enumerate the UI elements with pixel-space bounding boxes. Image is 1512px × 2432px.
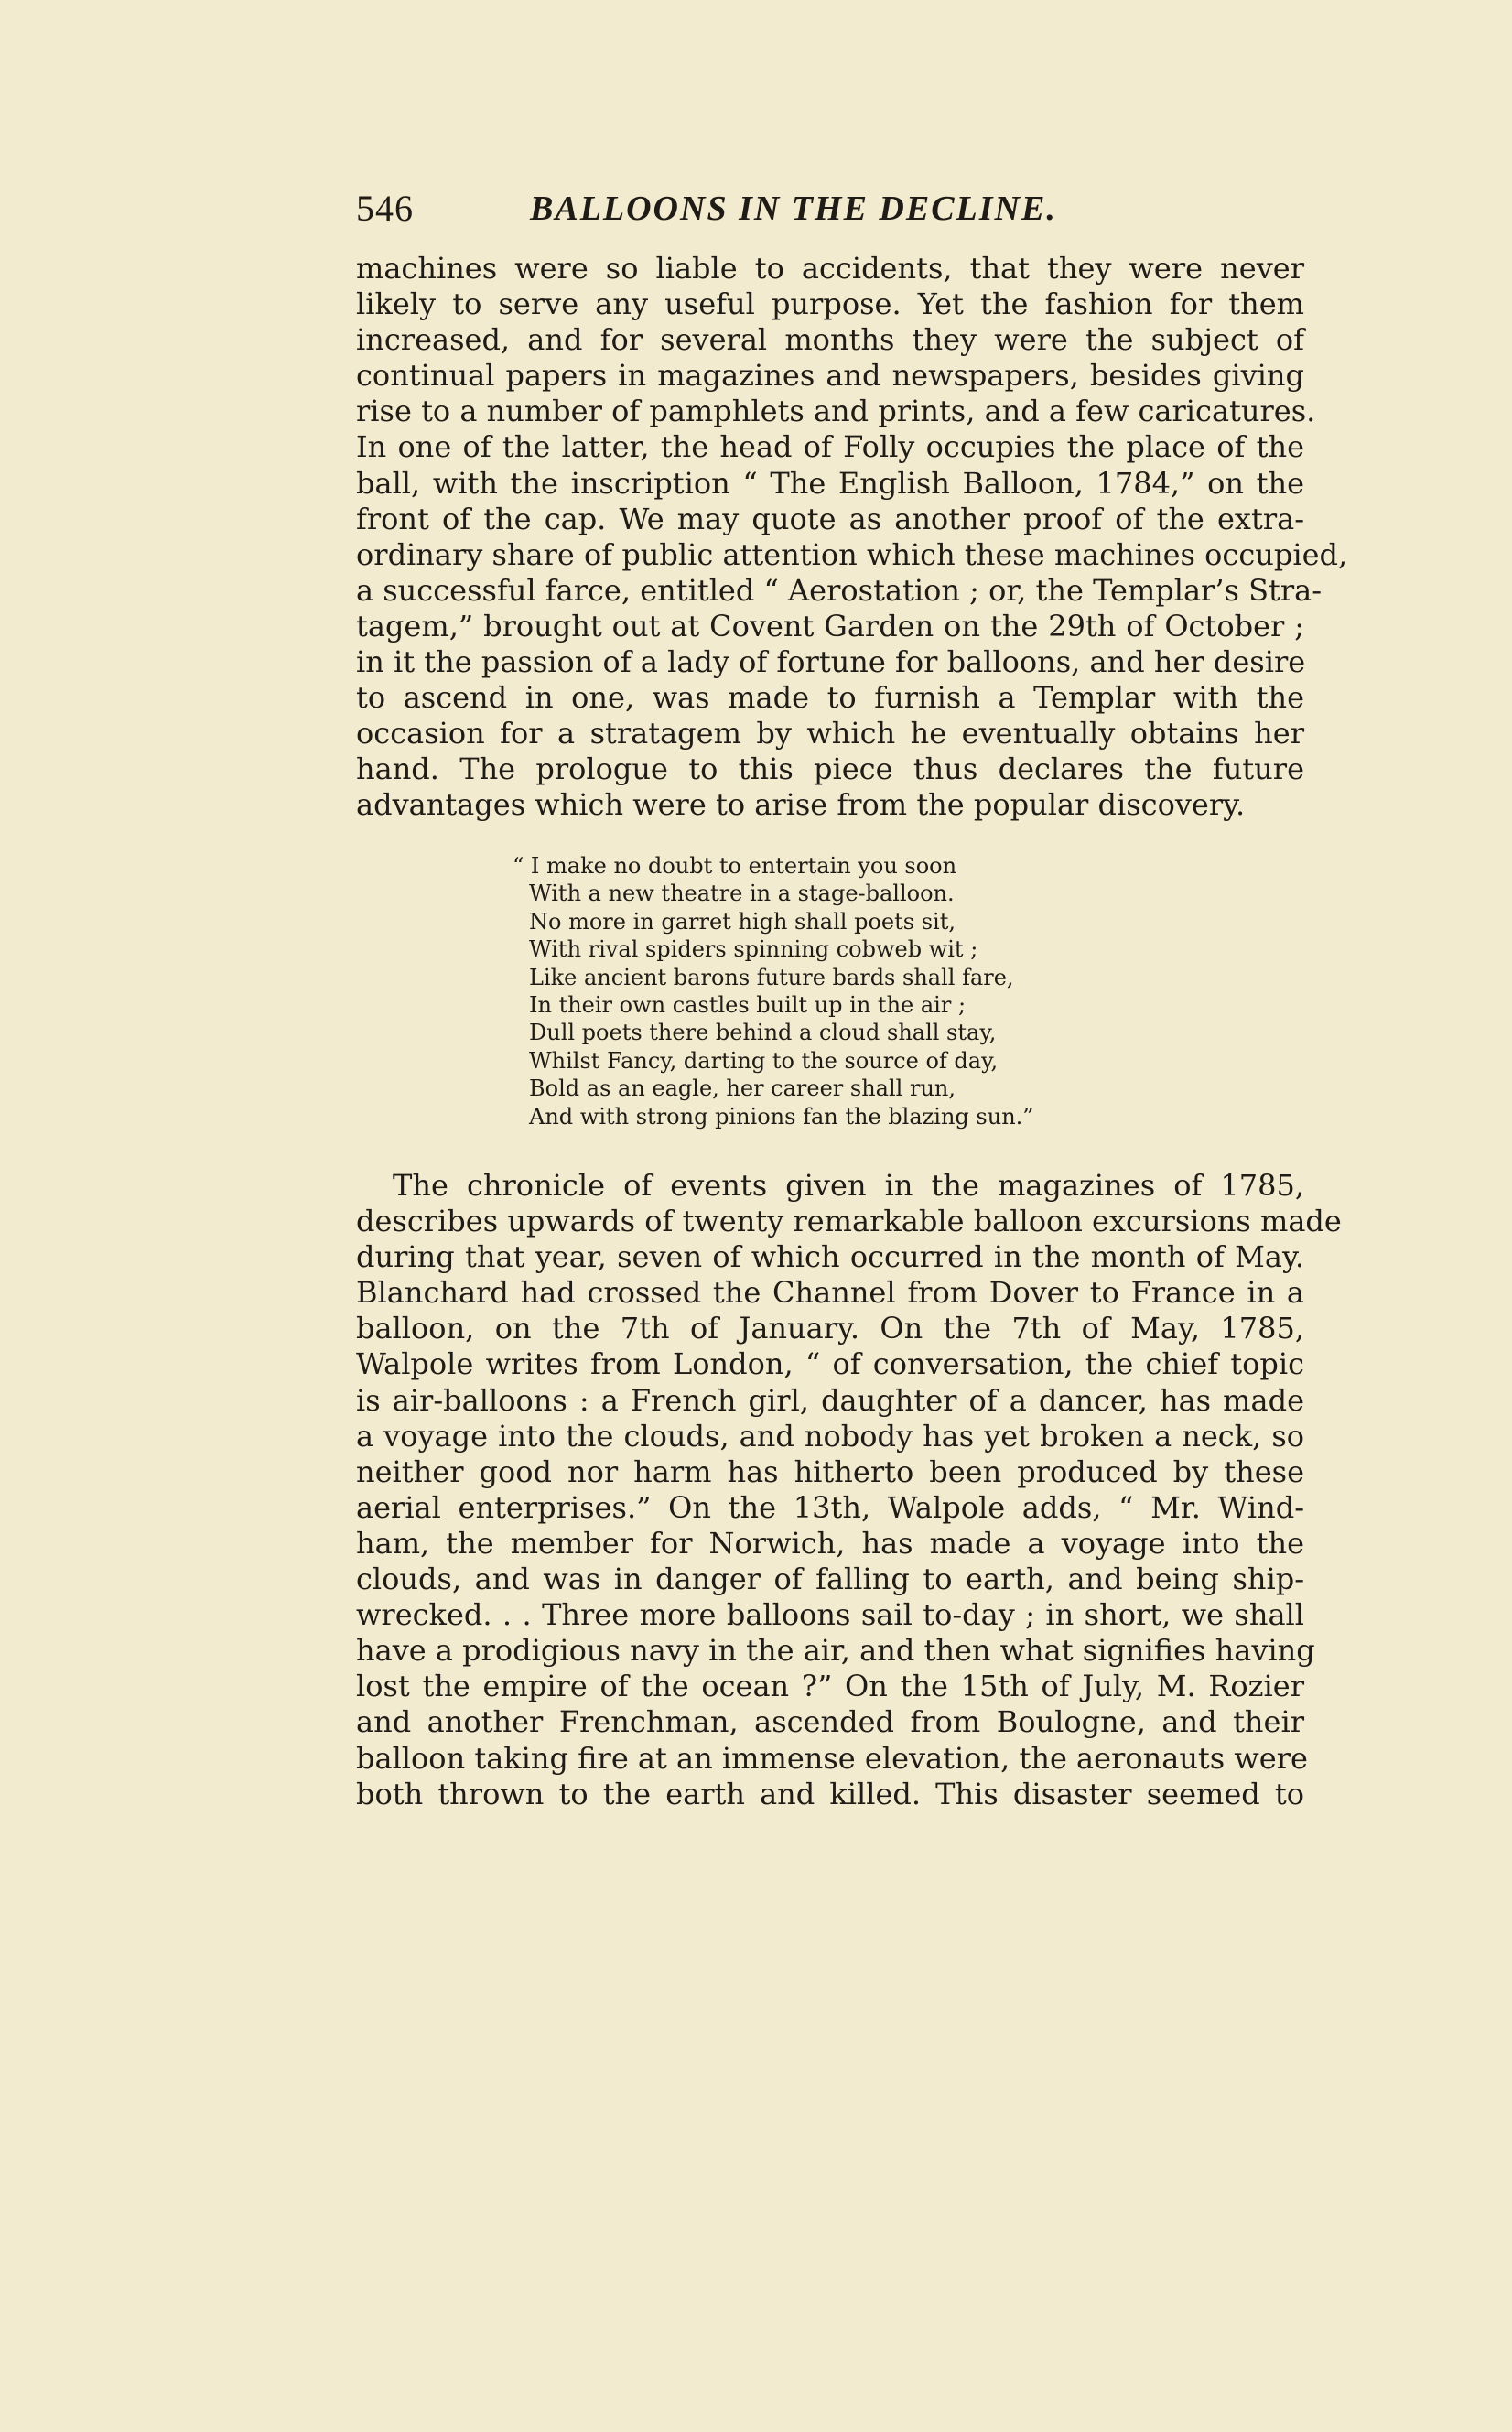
text-line: in it the passion of a lady of fortune for balloons, and her desire (356, 644, 1306, 680)
verse-line: With a new theatre in a stage-balloon. (529, 881, 955, 907)
verse-line: Bold as an eagle, her career shall run, (529, 1075, 956, 1102)
text-line: continual papers in magazines and newspapers, besides giving (356, 358, 1304, 394)
prologue-verse (513, 852, 1153, 1130)
text-line: Walpole writes from London, “ of conversation, the chief topic (356, 1346, 1304, 1382)
text-line: neither good nor harm has hitherto been produced by these (356, 1454, 1304, 1489)
text-line: likely to serve any useful purpose. Yet the fashion for them (356, 286, 1304, 322)
text-line: and another Frenchman, ascended from Boulogne, and their (356, 1704, 1304, 1740)
running-title: BALLOONS IN THE DECLINE. (530, 189, 1057, 228)
verse-line: No more in garret high shall poets sit, (529, 908, 956, 935)
text-line: balloon taking fire at an immense elevation, the aeronauts were (356, 1740, 1308, 1776)
verse-line: Like ancient barons future bards shall fare, (529, 964, 1014, 990)
text-line: is air-balloons : a French girl, daughter of a dancer, has made (356, 1382, 1304, 1418)
text-line: In one of the latter, the head of Folly occupies the place of the (356, 429, 1304, 465)
verse-line: Whilst Fancy, darting to the source of day, (529, 1047, 999, 1074)
paragraph-1 (356, 251, 1348, 824)
text-line: balloon, on the 7th of January. On the 7th of May, 1785, (356, 1311, 1304, 1346)
text-line: describes upwards of twenty remarkable balloon excursions made (356, 1204, 1342, 1239)
verse-line: And with strong pinions fan the blazing sun.” (529, 1103, 1034, 1130)
text-line: The chronicle of events given in the magazines of 1785, (393, 1168, 1304, 1203)
text-line: wrecked. . . Three more balloons sail to-day ; in short, we shall (356, 1597, 1304, 1633)
text-line: tagem,” brought out at Covent Garden on the 29th of October ; (356, 608, 1304, 643)
text-line: ball, with the inscription “ The English Balloon, 1784,” on the (356, 465, 1304, 501)
page-header (356, 187, 1308, 232)
text-line: ordinary share of public attention which these machines occupied, (356, 536, 1348, 572)
text-line: both thrown to the earth and killed. This disaster seemed to (356, 1776, 1304, 1811)
paragraph-2 (356, 1168, 1342, 1812)
text-line: aerial enterprises.” On the 13th, Walpole adds, “ Mr. Wind- (356, 1489, 1304, 1525)
verse-line: Dull poets there behind a cloud shall stay, (529, 1020, 997, 1046)
text-line: ham, the member for Norwich, has made a voyage into the (356, 1525, 1304, 1561)
text-line: clouds, and was in danger of falling to earth, and being ship- (356, 1562, 1304, 1597)
text-line: during that year, seven of which occurred in the month of May. (356, 1239, 1304, 1275)
text-line: lost the empire of the ocean ?” On the 15th of July, M. Rozier (356, 1669, 1304, 1704)
text-line: front of the cap. We may quote as another proof of the extra- (356, 501, 1304, 536)
text-line: rise to a number of pamphlets and prints, and a few caricatures. (356, 394, 1316, 429)
text-line: have a prodigious navy in the air, and then what signifies having (356, 1633, 1315, 1669)
verse-line: “ I make no doubt to entertain you soon (513, 853, 957, 879)
text-line: a voyage into the clouds, and nobody has yet broken a neck, so (356, 1418, 1304, 1454)
page-number: 546 (356, 188, 414, 229)
verse-line: In their own castles built up in the air ; (529, 991, 967, 1018)
text-line: hand. The prologue to this piece thus declares the future (356, 751, 1304, 787)
text-line: machines were so liable to accidents, that they were never (356, 251, 1304, 286)
text-line: to ascend in one, was made to furnish a Templar with the (356, 680, 1304, 716)
verse-line: With rival spiders spinning cobweb wit ; (529, 936, 978, 963)
text-line: occasion for a stratagem by which he eventually obtains her (356, 716, 1304, 751)
text-line: increased, and for several months they were the subject of (356, 322, 1304, 358)
text-line: a successful farce, entitled “ Aerostation ; or, the Templar’s Stra- (356, 572, 1323, 608)
text-line: Blanchard had crossed the Channel from Dover to France in a (356, 1275, 1304, 1311)
text-line: advantages which were to arise from the popular discovery. (356, 787, 1246, 823)
